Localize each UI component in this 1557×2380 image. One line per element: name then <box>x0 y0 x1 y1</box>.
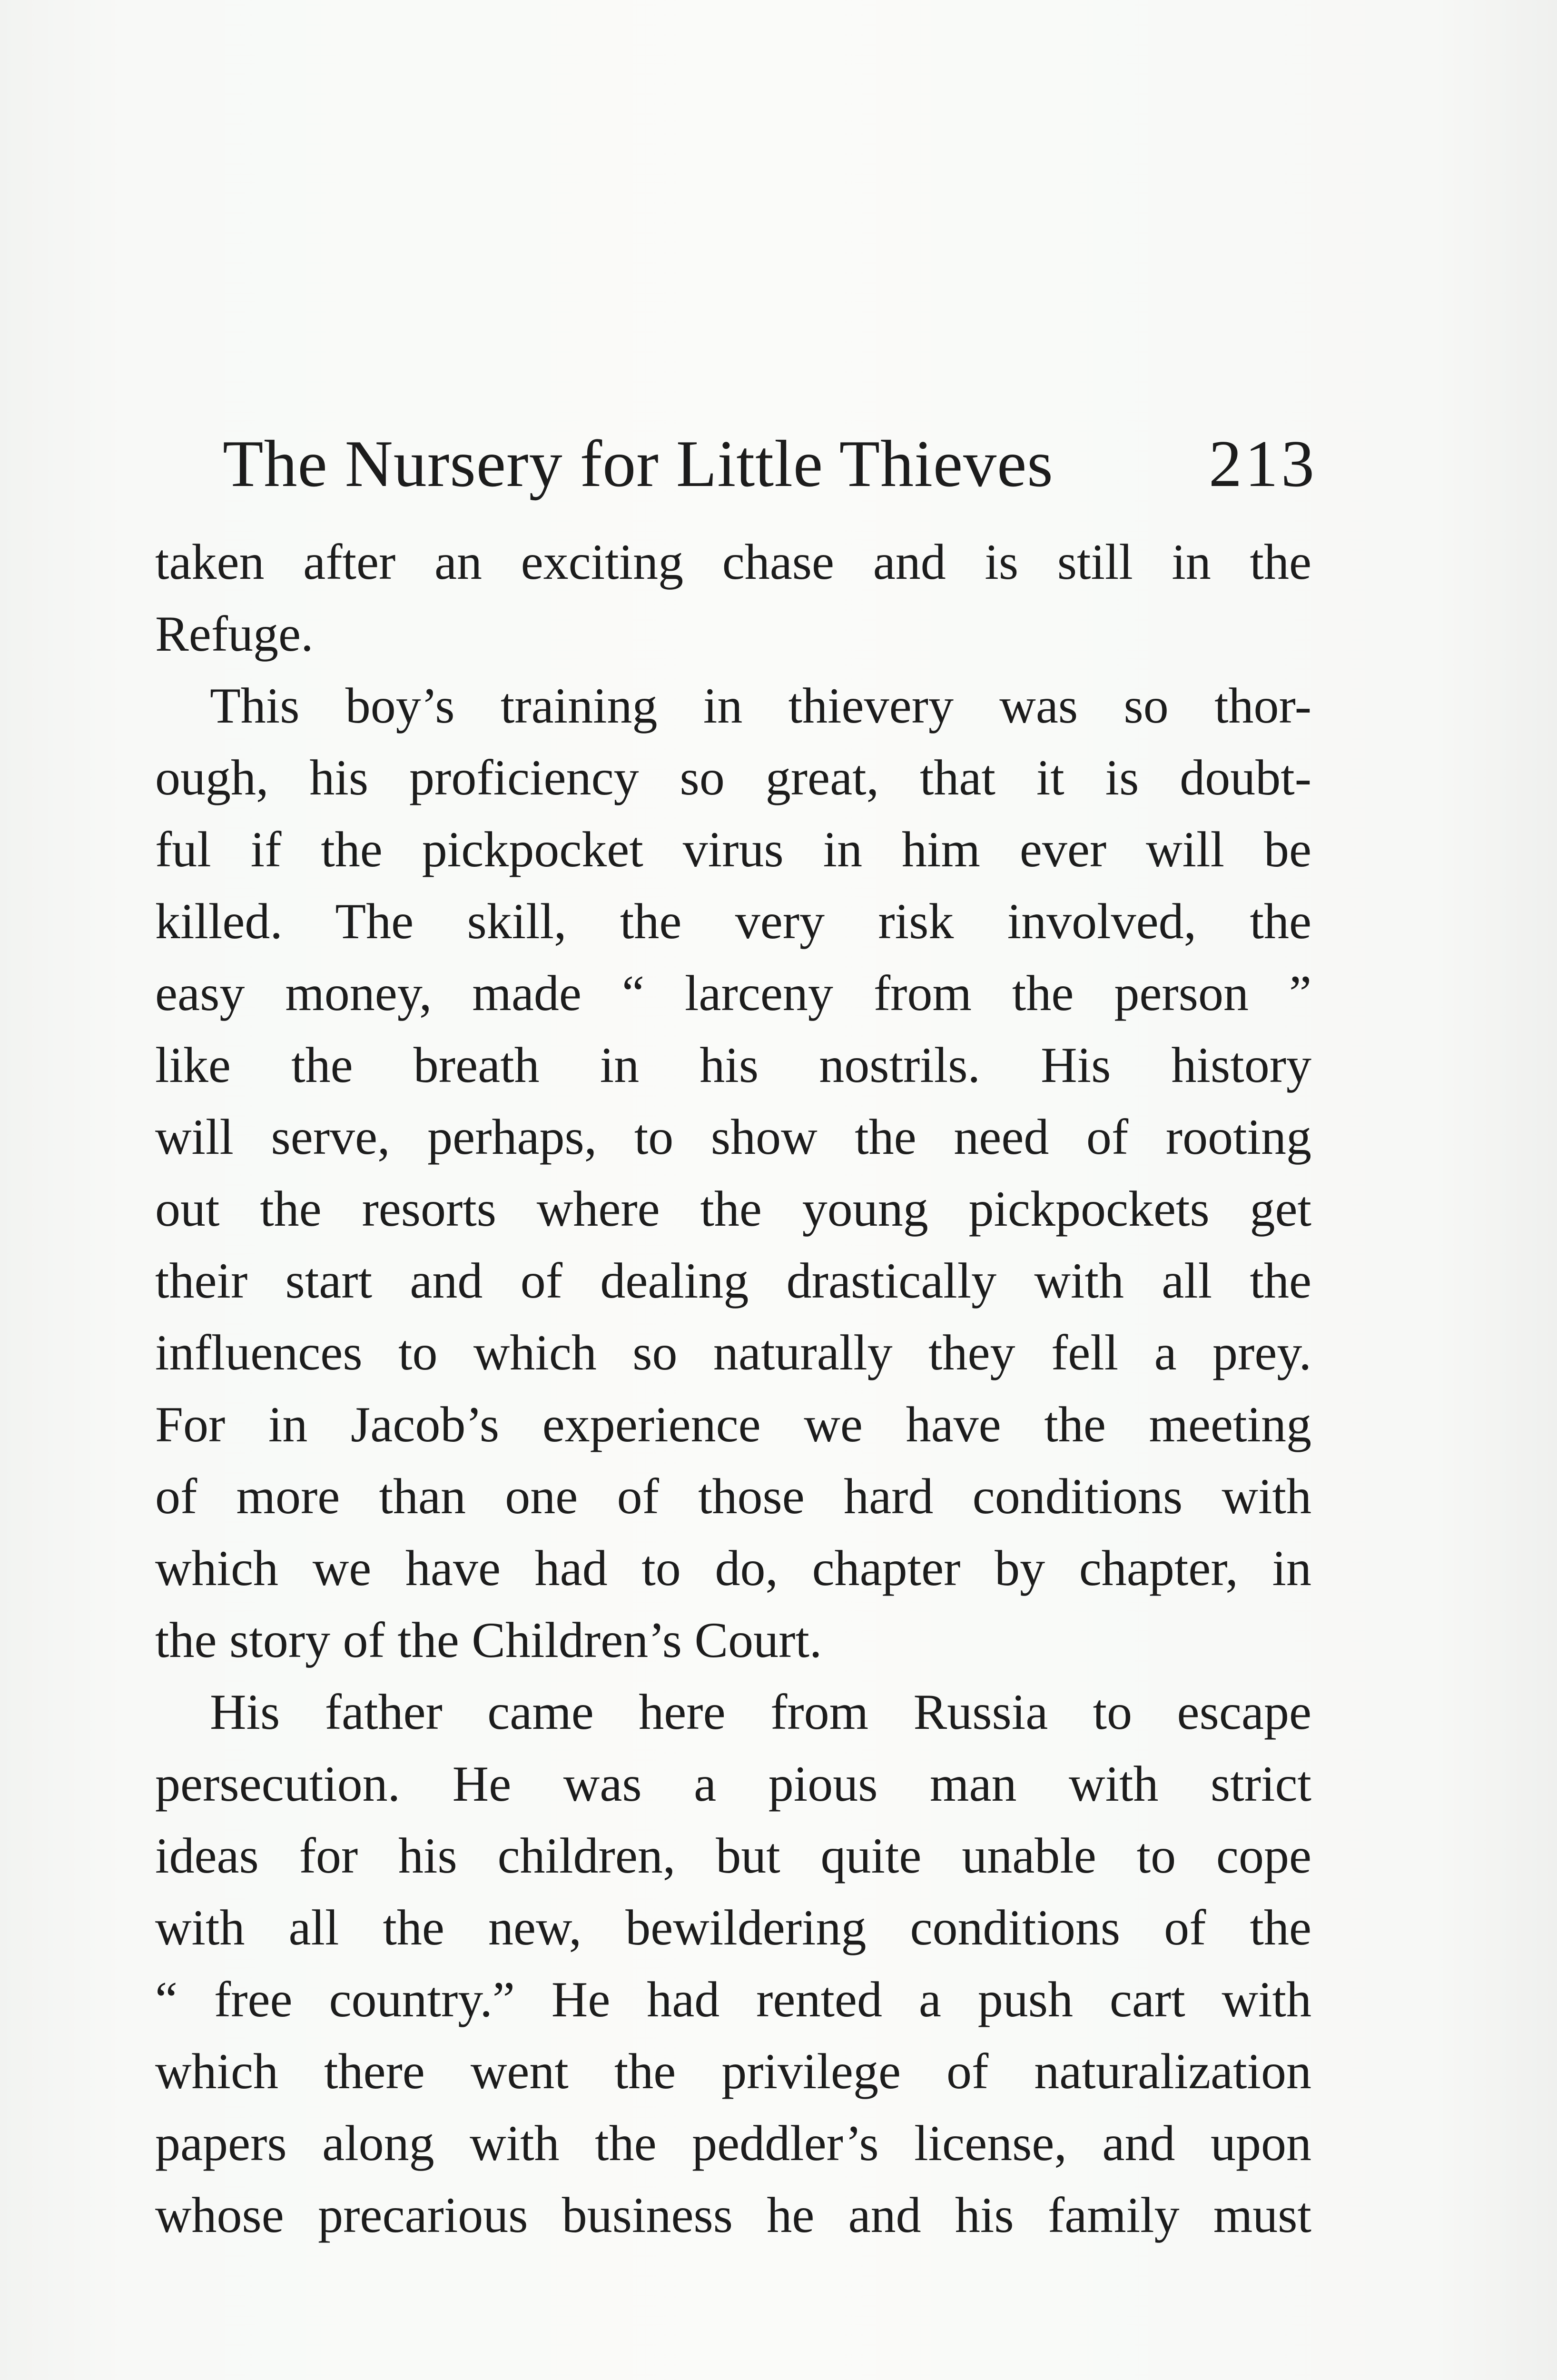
text-line: taken after an exciting chase and is still in the <box>155 534 1311 590</box>
text-line: the story of the Children’s Court. <box>155 1612 822 1668</box>
text-line: influences to which so naturally they fell a prey. <box>155 1325 1311 1380</box>
body-text <box>155 526 1311 2251</box>
text-line: their start and of dealing drastically with all the <box>155 1253 1311 1309</box>
text-line: which there went the privilege of naturalization <box>155 2043 1311 2099</box>
text-line: easy money, made “ larceny from the person ” <box>155 965 1311 1021</box>
text-line: killed. The skill, the very risk involved, the <box>155 893 1311 949</box>
running-head-title: The Nursery for Little Thieves <box>223 427 1054 501</box>
text-line: papers along with the peddler’s license, and upon <box>155 2115 1311 2171</box>
text-line: will serve, perhaps, to show the need of rooting <box>155 1109 1311 1165</box>
text-line: His father came here from Russia to escape <box>210 1684 1311 1740</box>
text-line: persecution. He was a pious man with strict <box>155 1756 1311 1812</box>
text-line: of more than one of those hard conditions with <box>155 1468 1311 1524</box>
text-line: like the breath in his nostrils. His history <box>155 1037 1311 1093</box>
text-line: Refuge. <box>155 606 314 662</box>
text-line: This boy’s training in thievery was so thor- <box>210 678 1311 734</box>
text-line: “ free country.” He had rented a push cart with <box>155 1972 1311 2027</box>
text-line: which we have had to do, chapter by chapter, in <box>155 1540 1311 1596</box>
text-line: with all the new, bewildering conditions of the <box>155 1900 1311 1955</box>
page-number: 213 <box>1209 427 1317 501</box>
running-head <box>223 416 1317 512</box>
text-line: ideas for his children, but quite unable to cope <box>155 1828 1311 1884</box>
text-line: For in Jacob’s experience we have the meeting <box>155 1397 1311 1452</box>
text-line: out the resorts where the young pickpockets get <box>155 1181 1311 1237</box>
text-line: ough, his proficiency so great, that it is doubt- <box>155 750 1311 805</box>
text-line: whose precarious business he and his family must <box>155 2187 1311 2243</box>
text-line: ful if the pickpocket virus in him ever will be <box>155 822 1311 877</box>
